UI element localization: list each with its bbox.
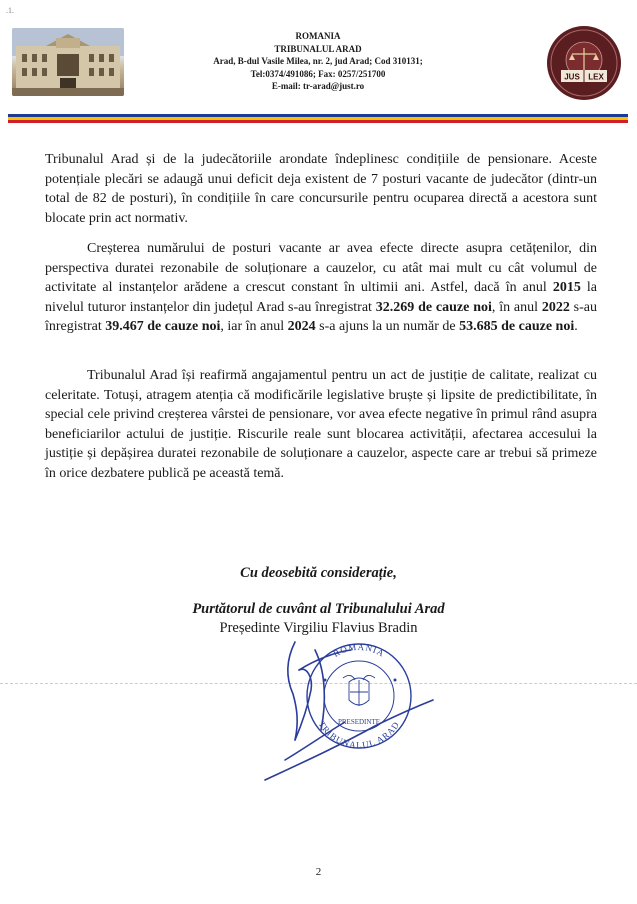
tricolor-yellow-stripe [8, 117, 628, 120]
p2-text-3: , în anul [491, 299, 542, 315]
p2-text-5: , iar în anul [220, 319, 288, 335]
court-address: Arad, B-dul Vasile Milea, nr. 2, jud Arad; Cod 310131; [213, 56, 423, 66]
tricolor-red-stripe [8, 120, 628, 123]
paragraph-commitment: Tribunalul Arad își reafirmă angajamentul pentru un act de justiție de calitate, realizat cu celeritate. Totuși, atragem atenția că modificările legislative bruște și lipsite de predictibilitate, în special cele privind creșterea vârstei de pensionare, vor avea efecte negative în primul rând asupra beneficiarilor actului de justiție. Riscurile reale sunt blocarea activității, afectarea accesului la justiție și depășirea duratei rezonabile de soluționare a cauzelor, aspecte care ar trebui să primeze în orice dezbatere publică pe această temă. [45, 368, 597, 481]
institution-name: TRIBUNALUL ARAD [274, 43, 362, 54]
year-2024: 2024 [287, 319, 316, 335]
court-contact-block [150, 30, 486, 93]
p2-text-2: la nivelul tuturor instanțelor din județul Arad s-au înregistrat [45, 280, 597, 315]
tricolor-blue-stripe [8, 114, 628, 117]
stamp-top-text: ROMANIA [331, 641, 387, 659]
stamp-bottom-text: TRIBUNALUL ARAD [316, 719, 402, 751]
cases-2022: 39.467 de cauze noi [105, 319, 221, 335]
cases-2015: 32.269 de cauze noi [375, 299, 492, 315]
paragraph-caseload-growth [45, 239, 597, 337]
p2-text-6: s-a ajuns la un număr de [315, 319, 460, 335]
p2-text-1: Creșterea numărului de posturi vacante ar avea efecte directe asupra cetățenilor, din perspectiva duratei rezonabile de soluționare a cauzelor, cu atât mai mult cu cât volumul de activitate al instanțelor arădene a crescut constant în ultimii ani. Astfel, dacă în anul [45, 241, 597, 296]
court-email: E-mail: tr-arad@just.ro [271, 81, 365, 91]
coat-of-arms-icon [343, 675, 375, 706]
seal-lex-text: LEX [588, 72, 604, 82]
seal-jus-text: JUS [564, 72, 580, 82]
p2-text-7: . [574, 319, 578, 335]
jus-lex-seal [545, 24, 623, 102]
cases-2024: 53.685 de cauze noi [459, 319, 575, 335]
page-number: 2 [315, 866, 322, 878]
tricolor-rule [8, 114, 628, 123]
scan-mark: .1. [6, 6, 14, 15]
country-name: ROMANIA [295, 31, 341, 41]
closing-regards: Cu deosebită considerație, [240, 565, 397, 581]
year-2022: 2022 [541, 299, 570, 315]
court-phone-fax: Tel:0374/491086; Fax: 0257/251700 [250, 68, 386, 79]
paragraph-retirement-deficit: Tribunalul Arad și de la judecătoriile arondate îndeplinesc condițiile de pensionare. Aceste potențiale plecări se adaugă unui deficit deja existent de 7 posturi vacante de judecător (dintr-un total de 82 de posturi), în condițiile în care concursurile pentru ocuparea directă a acestora sunt blocate prin act normativ. [45, 152, 597, 226]
signature-and-stamp [255, 630, 455, 800]
spokesperson-title: Purtătorul de cuvânt al Tribunalului Arad [192, 601, 445, 617]
p2-text-4: s-au înregistrat [45, 299, 598, 335]
courthouse-photo [12, 28, 124, 96]
stamp-inner-text: PRESEDINTE [338, 718, 380, 726]
letterhead [0, 0, 637, 135]
year-2015: 2015 [552, 280, 581, 296]
signatory-name: Președinte Virgiliu Flavius Bradin [219, 620, 418, 636]
